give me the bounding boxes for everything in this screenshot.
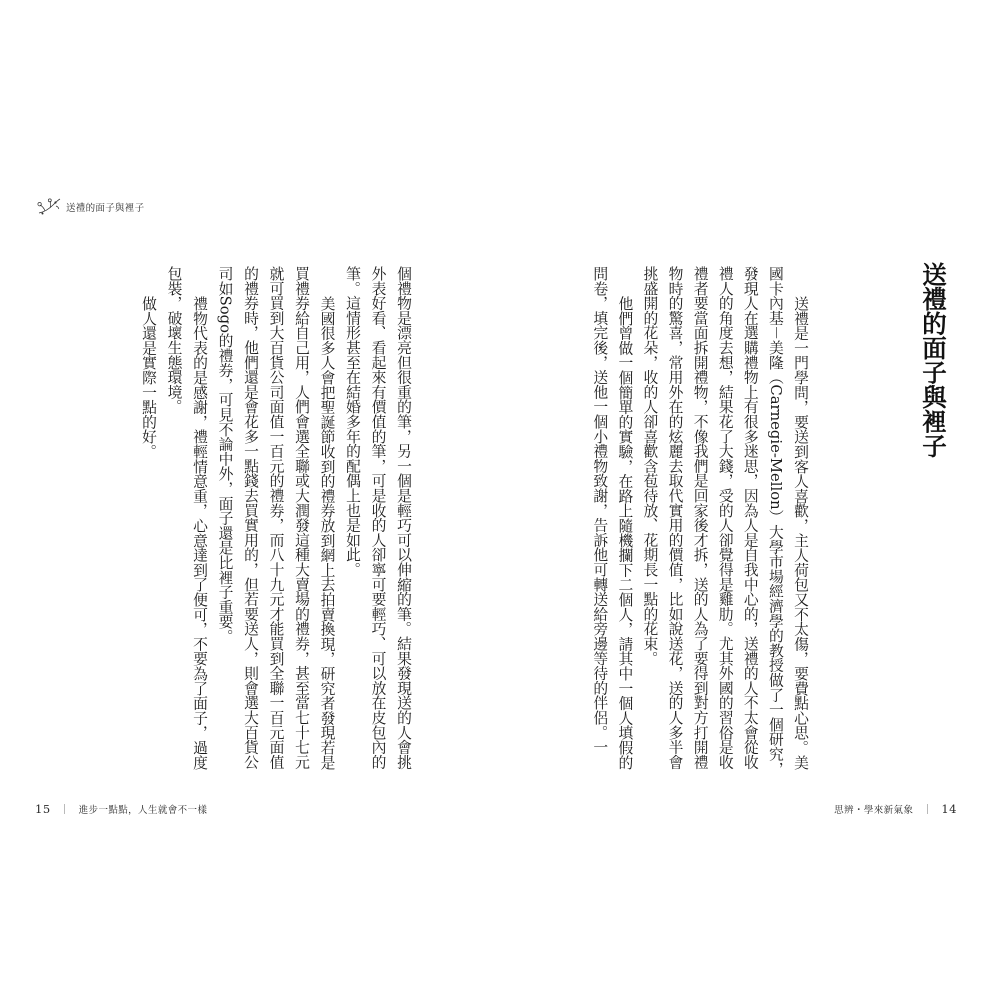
text-column: 買禮券給自己用，人們會選全聯或大潤發這種大賣場的禮券，甚至當七十七元 — [293, 266, 310, 770]
text-column: 司如Sogo的禮券，可見不論中外，面子還是比裡子重要。 — [216, 266, 234, 644]
right-page — [500, 0, 1000, 1000]
chapter-title: 送禮的面子與裡子 — [919, 262, 948, 458]
left-page-footer — [35, 801, 207, 816]
text-column: 問卷，填完後，送他一個小禮物致謝，告訴他可轉送給旁邊等待的伴侶。一 — [591, 266, 609, 755]
text-column: 國卡內基－美隆（Carnegie-Mellon）大學市場經濟學的教授做了一個研究， — [766, 266, 784, 777]
text-column: 送禮是一門學問，要送到客人喜歡，主人荷包又不太傷，要費點心思。美 — [792, 295, 809, 770]
text-column: 物時的驚喜，常用外在的炫麗去取代實用的價值，比如說送花，送的人多半會 — [666, 266, 684, 770]
section-title: 思辨・學來新氣象 — [834, 804, 914, 816]
text-column: 挑盛開的花朵，收的人卻喜歡含苞待放、花期長一點的花束。 — [641, 266, 659, 666]
footer-separator: ｜ — [922, 805, 933, 816]
text-column: 就可買到大百貨公司面值一百元的禮券，而八十九元才能買到全聯一百元面值 — [267, 266, 285, 770]
book-title: 進步一點點，人生就會不一樣 — [78, 804, 208, 816]
text-column: 的禮券時，他們還是會花多一點錢去買實用的，但若要送人，則會選大百貨公 — [242, 266, 259, 770]
right-page-body — [587, 266, 813, 781]
flower-sprig-icon — [36, 197, 62, 217]
right-page-footer — [834, 801, 957, 816]
text-column: 發現人在選購禮物上有很多迷思，因為人是自我中心的，送禮的人不太會從收 — [741, 266, 759, 770]
running-head — [36, 197, 144, 217]
text-column: 禮人的角度去想，結果花了大錢，受的人卻覺得是雞肋。尤其外國的習俗是收 — [716, 266, 734, 770]
text-column: 筆。這情形甚至在結婚多年的配偶上也是如此。 — [344, 266, 361, 577]
running-head-title: 送禮的面子與裡子 — [66, 203, 145, 214]
text-column: 做人還是實際一點的好。 — [140, 295, 157, 459]
text-column: 個禮物是漂亮但很重的筆，另一個是輕巧可以伸縮的筆。結果發現送的人會挑 — [395, 266, 412, 770]
text-column: 禮者要當面拆開禮物，不像我們是回家後才拆，送的人為了要得到對方打開禮 — [691, 266, 709, 770]
left-page-body — [135, 266, 416, 781]
text-column: 禮物代表的是感謝，禮輕情意重，心意達到了便可，不要為了面子，過度 — [191, 295, 208, 770]
text-column: 他們曾做一個簡單的實驗，在路上隨機攔下二個人，請其中一個人填假的 — [616, 295, 634, 770]
page-number: 14 — [941, 801, 957, 816]
footer-separator: ｜ — [59, 805, 70, 816]
text-column: 外表好看、看起來有價值的筆，可是收的人卻寧可要輕巧、可以放在皮包內的 — [369, 266, 387, 770]
page-number: 15 — [35, 801, 51, 816]
text-column: 包裝，破壞生態環境。 — [165, 266, 183, 414]
text-column: 美國很多人會把聖誕節收到的禮券放到網上去拍賣換現，研究者發現若是 — [318, 295, 336, 770]
